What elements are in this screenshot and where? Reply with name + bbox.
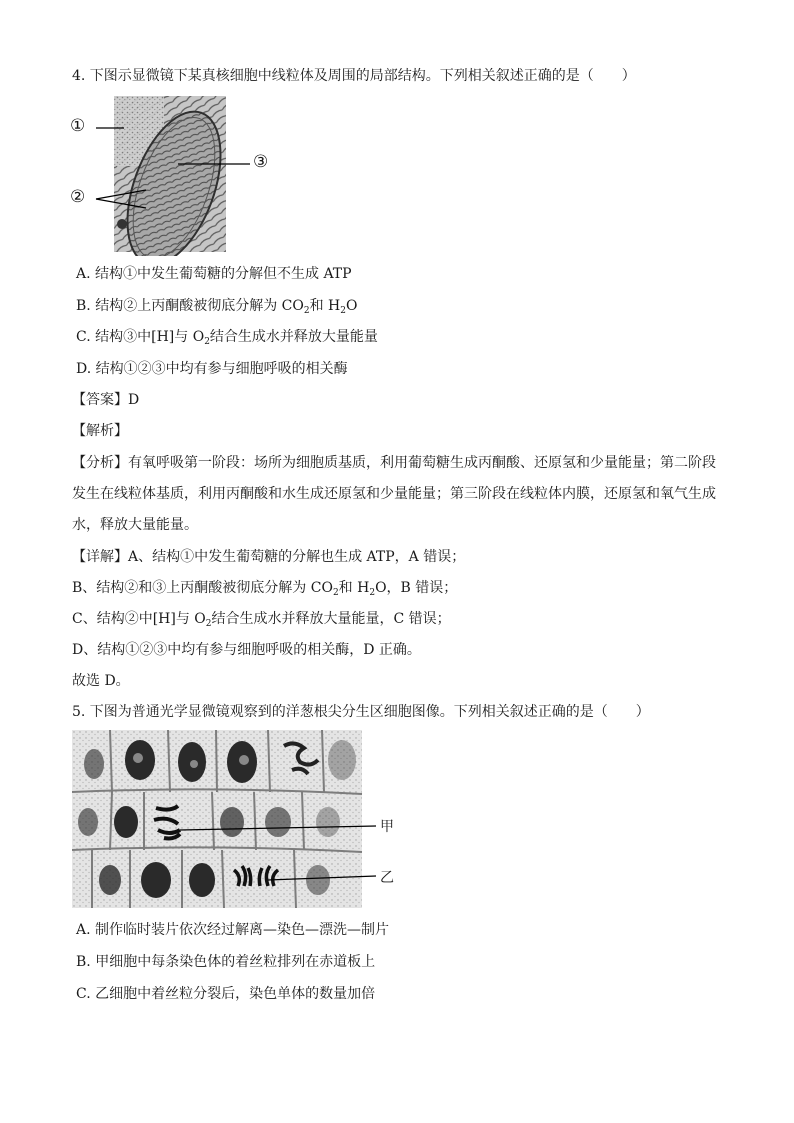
root-tip-micrograph <box>72 730 402 910</box>
label-cell-jia: 甲 <box>380 819 394 835</box>
q5-option-a: A. 制作临时装片依次经过解离—染色—漂洗—制片 <box>76 922 390 938</box>
detail-d: D、结构①②③中均有参与细胞呼吸的相关酶，D 正确。 <box>72 642 421 658</box>
detail-c: C、结构②中[H]与 $O_2$结合生成水并释放大量能量，C 错误； <box>72 611 451 629</box>
label-structure-1: ① <box>70 116 86 136</box>
detail-b: B、结构②和③上丙酮酸被彻底分解为 $CO_2$和 $H_2O$，B 错误； <box>72 580 458 598</box>
detail-conclusion: 故选 D。 <box>72 673 130 689</box>
label-structure-3: ③ <box>253 152 269 172</box>
analysis-line-3: 水，释放大量能量。 <box>72 517 198 533</box>
q4-option-a: A. 结构①中发生葡萄糖的分解但不生成 ATP <box>76 266 352 282</box>
root-tip-figure <box>72 730 402 910</box>
mitochondrion-figure <box>66 96 286 256</box>
mitochondrion-micrograph <box>66 96 286 256</box>
analysis-title: 【解析】 <box>72 423 128 439</box>
q5-option-b: B. 甲细胞中每条染色体的着丝粒排列在赤道板上 <box>76 954 376 970</box>
label-structure-2: ② <box>70 187 86 207</box>
analysis-line-2: 发生在线粒体基质，利用丙酮酸和水生成还原氢和少量能量；第三阶段在线粒体内膜，还原氢和氧气生成 <box>72 486 716 502</box>
answer: 【答案】D <box>72 392 140 408</box>
detail-a: 【详解】A、结构①中发生葡萄糖的分解也生成 ATP，A 错误； <box>72 549 466 565</box>
analysis-line-1: 【分析】有氧呼吸第一阶段：场所为细胞质基质，利用葡萄糖生成丙酮酸、还原氢和少量能量；第二阶段 <box>72 455 716 471</box>
q5-option-c: C. 乙细胞中着丝粒分裂后，染色单体的数量加倍 <box>76 986 376 1002</box>
q4-stem: 4. 下图示显微镜下某真核细胞中线粒体及周围的局部结构。下列相关叙述正确的是（ ） <box>72 68 636 84</box>
q4-option-b: B. 结构②上丙酮酸被彻底分解为 $CO_2$和 $H_2O$ <box>76 298 358 316</box>
label-cell-yi: 乙 <box>380 870 394 886</box>
q4-option-d: D. 结构①②③中均有参与细胞呼吸的相关酶 <box>76 361 348 377</box>
q5-stem: 5. 下图为普通光学显微镜观察到的洋葱根尖分生区细胞图像。下列相关叙述正确的是（ ） <box>72 704 650 720</box>
q4-option-c: C. 结构③中[H]与 $O_2$结合生成水并释放大量能量 <box>76 329 378 347</box>
